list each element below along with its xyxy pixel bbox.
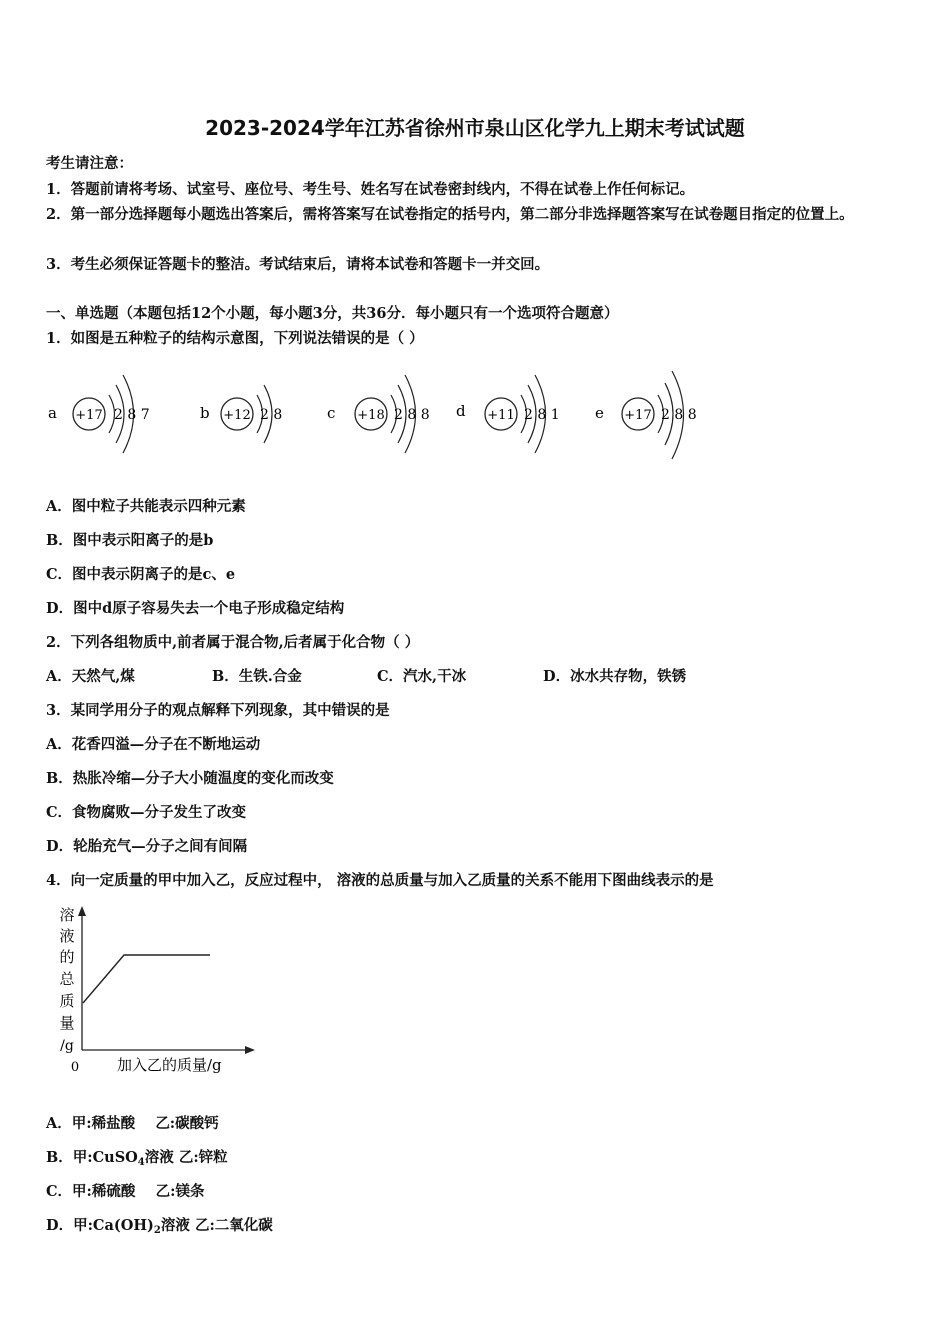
- q3-option-d: D．轮胎充气—分子之间有间隔: [46, 838, 248, 855]
- particle-a: [48, 375, 150, 453]
- q2-option-b: B．生铁.合金: [212, 668, 302, 685]
- particle-e-shells: 2 8 8: [661, 407, 697, 423]
- mass-curve-graph: [50, 898, 265, 1078]
- particle-e-nucleus: +17: [624, 408, 652, 423]
- q4-option-a-solution: A．甲:稀盐酸: [46, 1115, 136, 1132]
- q4-option-d-subscript: 2: [153, 1225, 161, 1236]
- particle-b-nucleus: +12: [223, 408, 251, 423]
- page-title: 2023-2024学年江苏省徐州市泉山区化学九上期末考试试题: [205, 116, 745, 140]
- particle-b-shells: 2 8: [260, 407, 283, 423]
- origin-label: 0: [70, 1060, 80, 1075]
- q2-option-d: D．冰水共存物，铁锈: [543, 668, 687, 685]
- y-label-char: 溶: [59, 906, 75, 924]
- q3-option-a: A．花香四溢—分子在不断地运动: [46, 736, 261, 753]
- particle-e: [595, 371, 697, 459]
- q1-option-d: D．图中d原子容易失去一个电子形成稳定结构: [46, 600, 345, 617]
- atom-structure-figure: [40, 355, 720, 470]
- q1-option-c: C．图中表示阴离子的是c、e: [46, 566, 236, 583]
- q4-stem: 4．向一定质量的甲中加入乙，反应过程中， 溶液的总质量与加入乙质量的关系不能用下图曲线表示的是: [46, 872, 714, 889]
- particle-d-label: d: [456, 402, 466, 420]
- particle-a-nucleus: +17: [75, 408, 103, 423]
- particle-b: [200, 385, 282, 443]
- particle-b-label: b: [200, 404, 210, 422]
- q2-option-a: A．天然气,煤: [46, 668, 135, 685]
- q4-option-d: [46, 1214, 273, 1235]
- y-axis-arrow: [78, 906, 86, 916]
- particle-e-label: e: [595, 404, 604, 422]
- q3-stem: 3．某同学用分子的观点解释下列现象，其中错误的是: [46, 702, 390, 719]
- particle-c: [327, 375, 430, 453]
- q4-option-d-rest: 溶液 乙:二氧化碳: [160, 1217, 273, 1234]
- section-heading: 一、单选题（本题包括12个小题，每小题3分，共36分．每小题只有一个选项符合题意）: [46, 305, 619, 322]
- y-unit: /g: [60, 1038, 74, 1054]
- q4-option-a: [46, 1112, 219, 1133]
- x-axis-arrow: [245, 1046, 255, 1054]
- q1-option-a: A．图中粒子共能表示四种元素: [46, 498, 246, 515]
- q4-option-c-solution: C．甲:稀硫酸: [46, 1183, 136, 1200]
- notice-item-2: 2．第一部分选择题每小题选出答案后，需将答案写在试卷指定的括号内，第二部分非选择题答案写在试卷题目指定的位置上。: [46, 206, 854, 223]
- x-label: 加入乙的质量/g: [117, 1056, 222, 1074]
- particle-a-label: a: [48, 404, 57, 422]
- particle-d-shells: 2 8 1: [524, 407, 560, 423]
- particle-c-label: c: [327, 404, 336, 422]
- particle-a-shells: 2 8 7: [114, 407, 150, 423]
- q4-option-b-formula: B．甲:CuSO: [46, 1149, 138, 1166]
- mass-curve: [83, 955, 210, 1003]
- q4-option-a-reactant: 乙:碳酸钙: [155, 1115, 219, 1132]
- q3-option-c: C．食物腐败—分子发生了改变: [46, 804, 247, 821]
- notice-item-1: 1．答题前请将考场、试室号、座位号、考生号、姓名写在试卷密封线内，不得在试卷上作任何标记。: [46, 181, 695, 198]
- particle-d-nucleus: +11: [487, 408, 515, 423]
- q4-option-c-reactant: 乙:镁条: [155, 1183, 205, 1200]
- q3-option-b: B．热胀冷缩—分子大小随温度的变化而改变: [46, 770, 334, 787]
- q4-option-b-rest: 溶液 乙:锌粒: [144, 1149, 228, 1166]
- q2-stem: 2．下列各组物质中,前者属于混合物,后者属于化合物（ ）: [46, 634, 420, 651]
- q4-option-b-subscript: 4: [137, 1157, 145, 1168]
- q1-stem: 1．如图是五种粒子的结构示意图，下列说法错误的是（ ）: [46, 330, 424, 347]
- y-label-char: 的: [59, 948, 75, 966]
- notice-heading: 考生请注意：: [46, 155, 133, 172]
- particle-d: [456, 375, 560, 453]
- q4-option-b: [46, 1146, 228, 1167]
- y-label-char: 总: [59, 970, 75, 988]
- y-label-char: 液: [59, 927, 75, 945]
- q1-option-b: B．图中表示阳离子的是b: [46, 532, 214, 549]
- q4-option-d-formula: D．甲:Ca(OH): [46, 1217, 154, 1234]
- notice-item-3: 3．考生必须保证答题卡的整洁。考试结束后，请将本试卷和答题卡一并交回。: [46, 256, 550, 273]
- particle-c-nucleus: +18: [357, 408, 385, 423]
- q2-option-c: C．汽水,干冰: [377, 668, 467, 685]
- y-label-char: 质: [59, 992, 75, 1010]
- particle-c-shells: 2 8 8: [394, 407, 430, 423]
- q4-option-c: [46, 1180, 204, 1201]
- y-label-char: 量: [59, 1014, 75, 1032]
